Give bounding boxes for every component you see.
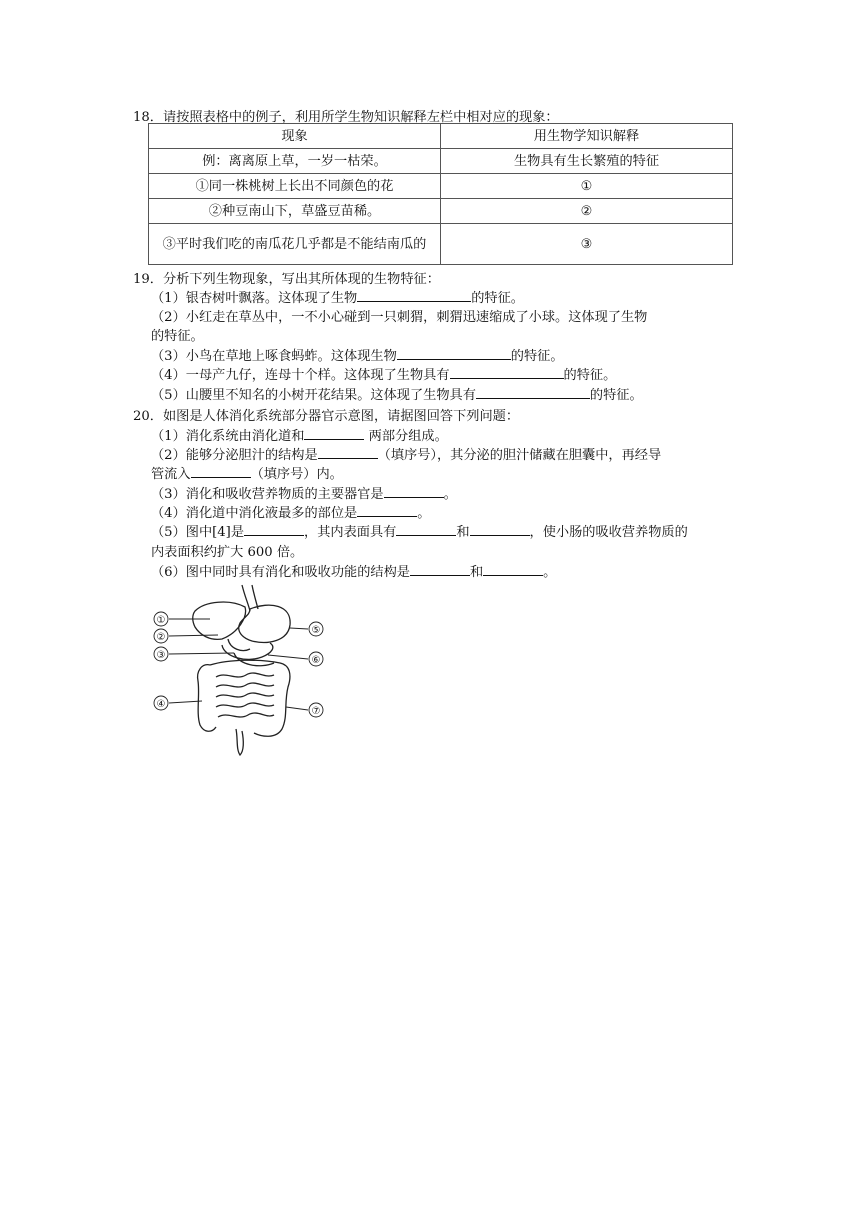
- q19-item-2-cont: [151, 325, 204, 344]
- answer-blank[interactable]: [450, 365, 564, 379]
- answer-blank[interactable]: [191, 464, 251, 478]
- q18-title: 18．请按照表格中的例子，利用所学生物知识解释左栏中相对应的现象：: [133, 110, 559, 125]
- item-text: 。: [443, 487, 457, 502]
- q20-line-2: [151, 444, 661, 463]
- q20-line-1: [151, 425, 448, 444]
- table-row: [149, 199, 733, 224]
- item-text: （6）图中同时具有消化和吸收功能的结构是: [151, 565, 410, 580]
- table-cell: ②种豆南山下，草盛豆苗稀。: [149, 199, 441, 224]
- table-row: [149, 224, 733, 265]
- item-text: 管流入: [151, 467, 191, 482]
- table-cell: 生物具有生长繁殖的特征: [441, 149, 733, 174]
- table-cell: ③平时我们吃的南瓜花几乎都是不能结南瓜的: [149, 224, 441, 265]
- table-header: 现象: [149, 124, 441, 149]
- rectum-shape: [236, 729, 243, 755]
- answer-blank[interactable]: [483, 562, 543, 576]
- liver-shape: [193, 602, 246, 639]
- q18-table: [148, 123, 733, 265]
- q20-line-3: [151, 483, 457, 502]
- label-1: ①: [156, 615, 166, 626]
- item-text: （5）山腰里不知名的小树开花结果。这体现了生物具有: [151, 388, 476, 403]
- q20-line-2b: [151, 463, 343, 482]
- answer-blank[interactable]: [476, 385, 590, 399]
- item-text: （5）图中[4]是: [151, 525, 245, 540]
- q19-title: 19．分析下列生物现象，写出其所体现的生物特征：: [133, 272, 440, 287]
- answer-blank[interactable]: [410, 562, 470, 576]
- item-text: （1）银杏树叶飘落。这体现了生物: [151, 291, 358, 306]
- label-5: ⑤: [311, 625, 321, 636]
- item-text: 和: [469, 565, 484, 580]
- answer-cell[interactable]: ①: [441, 174, 733, 199]
- table-header: 用生物学知识解释: [441, 124, 733, 149]
- item-text: 和: [456, 525, 470, 540]
- large-intestine-shape: [198, 665, 216, 732]
- item-text: （填序号）内。: [250, 467, 343, 482]
- table-row: [149, 174, 733, 199]
- q19-item-4: [151, 364, 616, 383]
- item-text: ，使小肠的吸收营养物质的: [529, 525, 688, 540]
- table-cell: ①同一株桃树上长出不同颜色的花: [149, 174, 441, 199]
- q19-item-3: [151, 345, 564, 364]
- item-text: 的特征。: [471, 291, 524, 306]
- answer-blank[interactable]: [396, 522, 456, 536]
- stomach-shape: [239, 605, 290, 642]
- q20-line-5b: [151, 541, 303, 560]
- label-4: ④: [156, 699, 166, 710]
- answer-blank[interactable]: [357, 288, 471, 302]
- q19-item-1: [151, 287, 524, 306]
- esophagus-shape: [242, 585, 250, 611]
- answer-blank[interactable]: [304, 426, 364, 440]
- answer-blank[interactable]: [397, 346, 511, 360]
- item-text: 两部分组成。: [364, 429, 448, 444]
- pancreas-shape: [222, 643, 273, 659]
- item-text: ，其内表面具有: [304, 525, 397, 540]
- q19-item-2: [151, 306, 647, 325]
- item-text: （4）一母产九仔，连母十个样。这体现了生物具有: [151, 368, 450, 383]
- q20-title: 20．如图是人体消化系统部分器官示意图，请据图回答下列问题：: [133, 409, 520, 424]
- item-text: 的特征。: [563, 368, 617, 383]
- q20-line-6: [151, 561, 556, 580]
- item-text: （3）小鸟在草地上啄食蚂蚱。这体现生物: [151, 349, 397, 364]
- item-text: 内表面积约扩大 600 倍。: [151, 545, 304, 560]
- item-text: 的特征。: [589, 388, 643, 403]
- answer-cell[interactable]: ③: [441, 224, 733, 265]
- answer-blank[interactable]: [357, 503, 417, 517]
- q20-line-4: [151, 502, 430, 521]
- label-2: ②: [156, 632, 166, 643]
- item-text: （4）消化道中消化液最多的部位是: [151, 506, 358, 521]
- answer-blank[interactable]: [470, 522, 530, 536]
- label-7: ⑦: [311, 706, 321, 717]
- table-header-row: [149, 124, 733, 149]
- q20-line-5: [151, 521, 688, 540]
- digestive-system-diagram: [150, 583, 330, 763]
- q19-item-5: [151, 384, 643, 403]
- item-text: 。: [543, 565, 557, 580]
- answer-blank[interactable]: [318, 445, 378, 459]
- table-cell: 例：离离原上草，一岁一枯荣。: [149, 149, 441, 174]
- item-text: 的特征。: [510, 349, 564, 364]
- item-text: （填序号），其分泌的胆汁储藏在胆囊中，再经导: [377, 448, 662, 463]
- small-intestine-shape: [216, 673, 274, 677]
- item-text: 。: [417, 506, 431, 521]
- label-3: ③: [156, 650, 166, 661]
- item-text: （2）能够分泌胆汁的结构是: [151, 448, 318, 463]
- answer-blank[interactable]: [384, 484, 444, 498]
- table-row: [149, 149, 733, 174]
- item-text: （1）消化系统由消化道和: [151, 429, 305, 444]
- answer-cell[interactable]: ②: [441, 199, 733, 224]
- item-text: （3）消化和吸收营养物质的主要器官是: [151, 487, 384, 502]
- item-text: 的特征。: [151, 329, 204, 344]
- item-text: （2）小红走在草丛中，一不小心碰到一只刺猬，刺猬迅速缩成了小球。这体现了生物: [151, 310, 648, 325]
- answer-blank[interactable]: [244, 522, 304, 536]
- label-6: ⑥: [311, 655, 321, 666]
